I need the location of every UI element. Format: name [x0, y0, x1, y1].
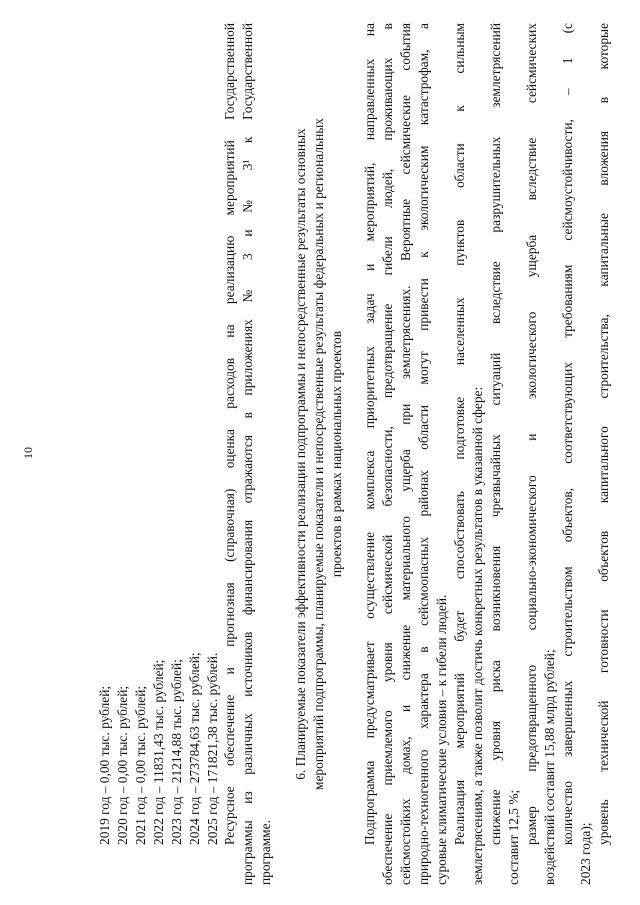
funding-year-line: 2022 год – 11831,43 тыс. рублей; [151, 659, 166, 845]
resource-paragraph-line: программы из различных источников финансирования отражаются в приложениях № 3 и № 3¹ к Государственной [240, 23, 255, 885]
resource-paragraph-line: программе. [258, 820, 273, 885]
body-line: размер предотвращенного социально-экономического и экологического ущерба вследствие сейсмических [524, 23, 539, 845]
section-heading-line: 6. Планируемые показатели эффективности реализации подпрограммы и непосредственные результаты основных [293, 128, 308, 780]
body-line: Реализация мероприятий будет способствовать подготовке населенных пунктов области к сильным [452, 23, 467, 845]
body-line: уровень технической готовности объектов капитального строительства, капитальные вложения в которые [596, 23, 611, 845]
page-number: 10 [21, 447, 35, 459]
body-line: воздействий составит 15,88 млрд рублей; [542, 649, 557, 885]
body-line: 2023 года); [578, 822, 593, 885]
body-line: составит 12,5 %; [506, 789, 521, 885]
body-line: снижение уровня риска возникновения чрезвычайных ситуаций вследствие разрушительных землетрясений [488, 23, 503, 845]
resource-paragraph-line: Ресурсное обеспечение и прогнозная (справочная) оценка расходов на реализацию мероприятий Государственной [222, 23, 237, 845]
funding-year-line: 2019 год – 0,00 тыс. рублей; [97, 685, 112, 845]
body-line: количество завершенных строительством объектов, соответствующих требованиям сейсмоустойчивости, – 1 (с [560, 23, 575, 845]
section-heading-line: мероприятий подпрограммы, планируемые показатели и непосредственные результаты федеральных и региональных [311, 118, 326, 790]
funding-year-line: 2021 год – 0,00 тыс. рублей; [133, 685, 148, 845]
body-line: землетрясениям, а также позволит достичь конкретных результатов в указанной сфере: [470, 386, 485, 885]
body-line: суровые климатические условия – к гибели людей. [434, 594, 449, 885]
funding-year-line: 2025 год – 171821,38 тыс. рублей. [205, 652, 220, 845]
funding-year-line: 2023 год – 21214,88 тыс. рублей; [169, 659, 184, 845]
section-heading-line: проектов в рамках национальных проектов [329, 330, 344, 578]
body-line: обеспечение приемлемого уровня сейсмической безопасности, предотвращение гибели людей, проживающих в [380, 23, 395, 885]
body-line: Подпрограмма предусматривает осуществление комплекса приоритетных задач и мероприятий, направленных на [362, 23, 377, 845]
body-line: сейсмостойких домах, и снижение материального ущерба при землетрясениях. Вероятные сейсмические события [398, 23, 413, 885]
body-line: природно-техногенного характера в сейсмоопасных районах области могут привести к экологическим катастрофам, а [416, 23, 431, 885]
funding-year-line: 2024 год – 273784,63 тыс. рублей; [187, 652, 202, 845]
funding-year-line: 2020 год – 0,00 тыс. рублей; [115, 685, 130, 845]
